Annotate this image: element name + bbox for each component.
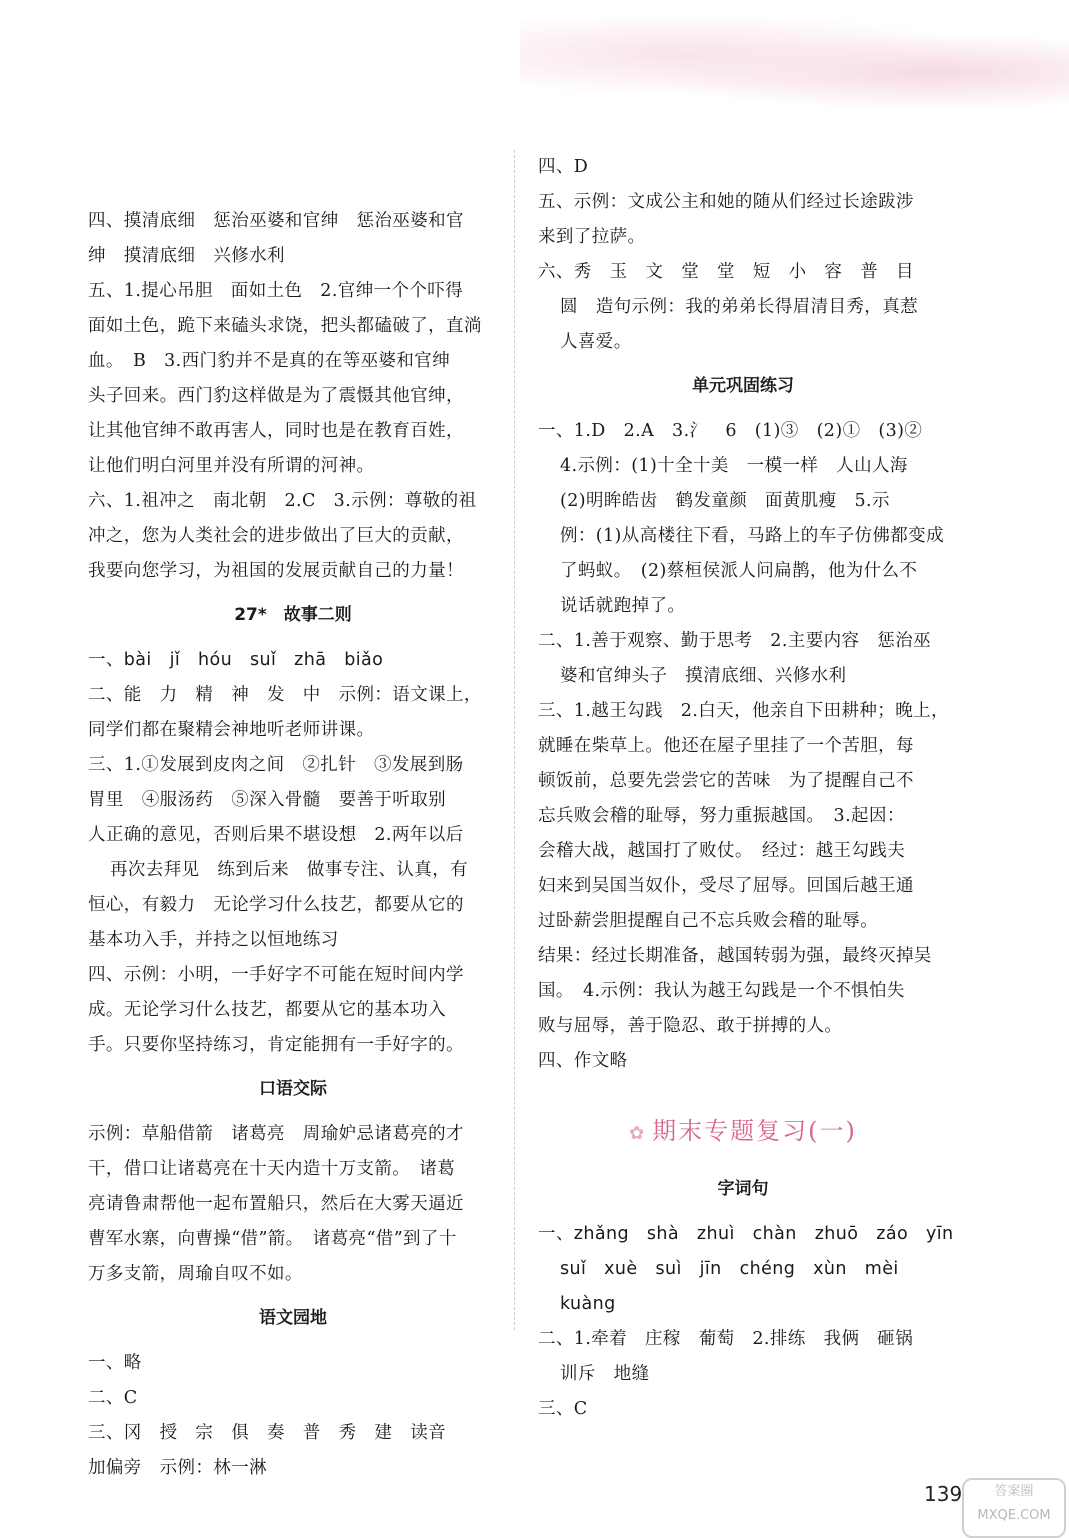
flower-icon: ✿ [629,1123,647,1144]
answer-line: 三、冈 授 宗 俱 奏 普 秀 建 读音 [88,1423,446,1443]
answer-line: 4.示例：(1)十全十美 一模一样 人山人海 [560,456,908,476]
answer-line: 亮请鲁肃帮他一起布置船只，然后在大雾天逼近 [88,1194,464,1214]
answer-line: 同学们都在聚精会神地听老师讲课。 [88,720,375,740]
answer-line: 婆和官绅头子 摸清底细、兴修水利 [560,666,847,686]
answer-line: 四、示例：小明，一手好字不可能在短时间内学 [88,965,464,985]
section-heading: 字词句 [717,1179,769,1199]
answer-line: 头子回来。西门豹这样做是为了震慑其他官绅， [88,386,464,406]
answer-line: kuàng [560,1294,616,1314]
answer-line: 二、能 力 精 神 发 中 示例：语文课上， [88,685,482,705]
answer-line: 会稽大战，越国打了败仗。 经过：越王勾践夫 [538,841,906,861]
answer-line: 圆 造句示例：我的弟弟长得眉清目秀，真惹 [560,297,918,317]
answer-line: 训斥 地缝 [560,1364,650,1384]
answer-line: 干，借口让诸葛亮在十天内造十万支箭。 诸葛 [88,1159,456,1179]
answer-line: 成。无论学习什么技艺，都要从它的基本功入 [88,1000,446,1020]
chapter-title-text: 期末专题复习(一) [652,1117,857,1145]
answer-line: 血。 B 3.西门豹并不是真的在等巫婆和官绅 [88,351,451,371]
right-column [538,150,954,1427]
decorative-petal-banner [520,18,1069,108]
answer-line: 来到了拉萨。 [538,227,646,247]
answer-line: 三、C [538,1399,588,1419]
answer-line: 再次去拜见 练到后来 做事专注、认真，有 [110,860,468,880]
answer-line: 国。 4.示例：我认为越王勾践是一个不惧怕失 [538,981,905,1001]
answer-line: 就睡在柴草上。他还在屋子里挂了一个苦胆，每 [538,736,914,756]
answer-line: 四、摸清底细 惩治巫婆和官绅 惩治巫婆和官 [88,211,464,231]
answer-line: 基本功入手，并持之以恒地练习 [88,930,339,950]
answer-line: 过卧薪尝胆提醒自己不忘兵败会稽的耻辱。 [538,911,879,931]
answer-line: 冲之，您为人类社会的进步做出了巨大的贡献， [88,526,464,546]
answer-line: 面如土色，跪下来磕头求饶，把头都磕破了，直淌 [88,316,482,336]
section-heading: 语文园地 [259,1308,327,1328]
answer-line: 六、秀 玉 文 堂 堂 短 小 容 普 目 [538,262,914,282]
answer-line: 绅 摸清底细 兴修水利 [88,246,285,266]
page-number: 139 [924,1482,963,1506]
answer-line: 我要向您学习，为祖国的发展贡献自己的力量！ [88,561,464,581]
answer-line: 妇来到吴国当奴仆，受尽了屈辱。回国后越王通 [538,876,914,896]
section-heading [88,150,498,204]
answer-line: 恒心，有毅力 无论学习什么技艺，都要从它的 [88,895,464,915]
answer-line: 三、1.①发展到皮肉之间 ②扎针 ③发展到肠 [88,755,464,775]
answer-line: 二、1.牵着 庄稼 葡萄 2.排练 我俩 砸锅 [538,1329,914,1349]
section-heading: 单元巩固练习 [692,376,794,396]
answer-line: 示例：草船借箭 诸葛亮 周瑜妒忌诸葛亮的才 [88,1124,464,1144]
answer-line: 让他们明白河里并没有所谓的河神。 [88,456,375,476]
chapter-title [538,1079,948,1163]
left-column [88,150,498,1486]
answer-line: 六、1.祖冲之 南北朝 2.C 3.示例：尊敬的祖 [88,491,477,511]
answer-line: 败与屈辱，善于隐忍、敢于拼搏的人。 [538,1016,843,1036]
answer-line: 五、1.提心吊胆 面如土色 2.官绅一个个吓得 [88,281,464,301]
column-divider [514,150,515,1330]
answer-line: (2)明眸皓齿 鹤发童颜 面黄肌瘦 5.示 [560,491,890,511]
answer-line: 四、作文略 [538,1051,628,1071]
answer-line: suǐ xuè suì jīn chéng xùn mèi [560,1259,899,1279]
answer-line: 说话就跑掉了。 [560,596,686,616]
section-heading: 口语交际 [259,1079,327,1099]
answer-line: 一、略 [88,1353,142,1373]
answer-line: 万多支箭，周瑜自叹不如。 [88,1264,303,1284]
answer-line: 曹军水寨，向曹操“借”箭。 诸葛亮“借”到了十 [88,1229,457,1249]
answer-line: 一、1.D 2.A 3.氵 6 (1)③ (2)① (3)② [538,421,923,441]
answer-line: 二、C [88,1388,138,1408]
answer-line: 一、bài jǐ hóu suǐ zhā biǎo [88,650,384,670]
answer-line: 加偏旁 示例：林一淋 [88,1458,267,1478]
answer-line: 四、D [538,157,589,177]
section-heading: 27* 故事二则 [234,605,352,625]
answer-line: 结果：经过长期准备，越国转弱为强，最终灭掉吴 [538,946,932,966]
answer-line: 五、示例：文成公主和她的随从们经过长途跋涉 [538,192,914,212]
watermark-text: 答案圈 MXQE.COM [977,1484,1051,1523]
answer-line: 胃里 ④服汤药 ⑤深入骨髓 要善于听取别 [88,790,446,810]
answer-line: 手。只要你坚持练习，肯定能拥有一手好字的。 [88,1035,464,1055]
answer-line: 忘兵败会稽的耻辱，努力重振越国。 3.起因： [538,806,905,826]
answer-line: 二、1.善于观察、勤于思考 2.主要内容 惩治巫 [538,631,931,651]
watermark-logo [962,1478,1066,1538]
answer-line: 三、1.越王勾践 2.白天，他亲自下田耕种；晚上， [538,701,949,721]
answer-line: 了蚂蚁。 (2)蔡桓侯派人问扁鹊，他为什么不 [560,561,918,581]
answer-line: 人正确的意见，否则后果不堪设想 2.两年以后 [88,825,464,845]
answer-line: 让其他官绅不敢再害人，同时也是在教育百姓， [88,421,464,441]
answer-line: 人喜爱。 [560,332,632,352]
answer-line: 例：(1)从高楼往下看，马路上的车子仿佛都变成 [560,526,944,546]
answer-line: 一、zhǎng shà zhuì chàn zhuō záo yīn [538,1224,954,1244]
answer-line: 顿饭前，总要先尝尝它的苦味 为了提醒自己不 [538,771,914,791]
